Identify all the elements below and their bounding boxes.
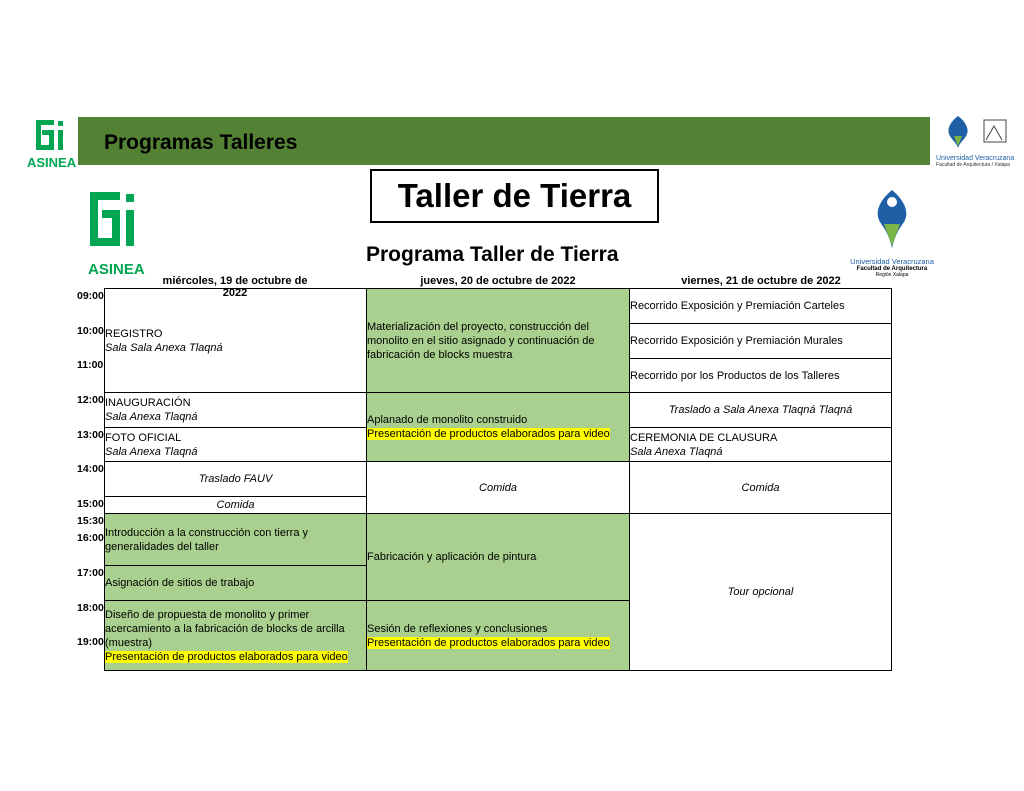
thu-aplanado-cell [366, 392, 630, 462]
uv-big-region: Región Xalapa [875, 272, 909, 278]
thu-materializacion-cell: Materialización del proyecto, construcción del monolito en el sitio asignado y continuación de fabricación de blocks muestra [366, 288, 630, 393]
fri-recorrido-productos-cell: Recorrido por los Productos de los Talleres [629, 358, 892, 393]
wed-foto-place: Sala Anexa Tlaqná [105, 445, 198, 458]
uv-big-name: Universidad Veracruzana [850, 257, 934, 266]
time-label: 15:30 [77, 515, 104, 527]
thu-comida-cell: Comida [366, 461, 630, 514]
wed-inauguracion-cell [104, 392, 367, 428]
time-label: 15:00 [77, 498, 104, 510]
main-title: Taller de Tierra [370, 169, 659, 223]
wed-foto-cell [104, 427, 367, 462]
uv-big-faculty: Facultad de Arquitectura [856, 266, 928, 272]
day-header-fri: viernes, 21 de octubre de 2022 [681, 275, 841, 287]
time-label: 09:00 [77, 290, 104, 302]
thu-sesion-text: Sesión de reflexiones y conclusiones [367, 622, 548, 635]
banner-title: Programas Talleres [104, 131, 298, 154]
wed-comida-cell: Comida [104, 496, 367, 514]
fri-traslado-cell: Traslado a Sala Anexa Tlaqná Tlaqná [629, 392, 892, 428]
uv-logo-small [936, 112, 1020, 170]
thu-sesion-cell [366, 600, 630, 671]
uv-logo-big [846, 188, 938, 280]
asinea-logo-small-text: ASINEA [27, 155, 77, 170]
uv-small-caption: Facultad de Arquitectura / Xalapa [936, 162, 1010, 168]
wed-inauguracion-place: Sala Anexa Tlaqná [105, 411, 198, 423]
uv-small-name: Universidad Veracruzana [936, 155, 1015, 162]
wed-diseno-cell [104, 600, 367, 671]
wed-registro-cell [104, 288, 367, 393]
wed-asignacion-cell: Asignación de sitios de trabajo [104, 565, 367, 601]
fri-clausura-place: Sala Anexa Tlaqná [630, 445, 723, 458]
program-subtitle: Programa Taller de Tierra [366, 243, 619, 266]
fri-comida-cell: Comida [629, 461, 892, 514]
time-label: 13:00 [77, 429, 104, 441]
time-label: 12:00 [77, 394, 104, 406]
fri-clausura-cell [629, 427, 892, 462]
time-label: 19:00 [77, 636, 104, 648]
thu-presentacion-highlight-1: Presentación de productos elaborados para video [367, 428, 610, 440]
time-label: 10:00 [77, 325, 104, 337]
wed-inauguracion-title: INAUGURACIÓN [105, 397, 191, 409]
time-label: 11:00 [77, 359, 104, 371]
thu-presentacion-highlight-2: Presentación de productos elaborados para video [367, 636, 610, 649]
day-header-wed: miércoles, 19 de octubre de 2022 [162, 275, 308, 299]
time-label: 17:00 [77, 567, 104, 579]
day-header-thu: jueves, 20 de octubre de 2022 [420, 275, 576, 287]
wed-introduccion-cell: Introducción a la construcción con tierra y generalidades del taller [104, 513, 367, 566]
thu-aplanado-text: Aplanado de monolito construido [367, 414, 528, 426]
fri-clausura-title: CEREMONIA DE CLAUSURA [630, 431, 778, 444]
wed-registro-title: REGISTRO [105, 327, 163, 340]
wed-diseno-text: Diseño de propuesta de monolito y primer acercamiento a la fabricación de blocks de arcilla (muestra) [105, 608, 345, 649]
time-label: 14:00 [77, 463, 104, 475]
fri-recorrido-murales-cell: Recorrido Exposición y Premiación Murales [629, 323, 892, 359]
time-label: 18:00 [77, 602, 104, 614]
wed-traslado-cell: Traslado FAUV [104, 461, 367, 497]
thu-fabricacion-cell: Fabricación y aplicación de pintura [366, 513, 630, 601]
fri-recorrido-carteles-cell: Recorrido Exposición y Premiación Carteles [629, 288, 892, 324]
fri-tour-cell: Tour opcional [629, 513, 892, 671]
time-label: 16:00 [77, 532, 104, 544]
wed-presentacion-highlight: Presentación de productos elaborados para video [105, 650, 348, 663]
wed-foto-title: FOTO OFICIAL [105, 431, 182, 444]
asinea-logo-big-text: ASINEA [88, 261, 145, 278]
wed-registro-place: Sala Sala Anexa Tlaqná [105, 341, 223, 354]
